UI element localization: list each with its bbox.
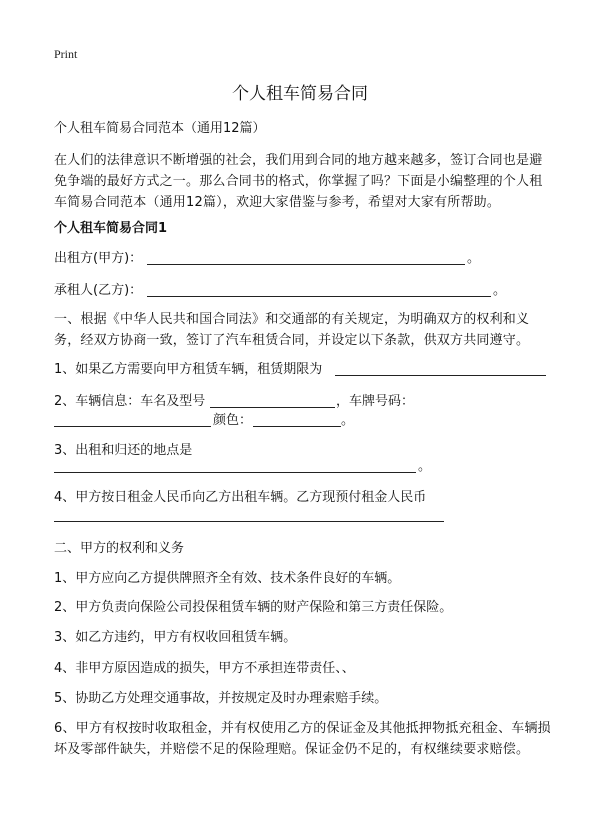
lessor-period: 。 <box>467 251 481 266</box>
item-4: 4、甲方按日租金人民币向乙方出租车辆。乙方现预付租金人民币 <box>54 490 427 505</box>
item-1: 1、如果乙方需要向甲方租赁车辆，租赁期限为 <box>54 362 323 377</box>
section-heading: 个人租车简易合同1 <box>54 221 168 236</box>
item-3: 3、出租和归还的地点是 <box>54 443 193 458</box>
item-2-model-blank <box>210 407 335 408</box>
right-6: 6、甲方有权按时收取租金，并有权使用乙方的保证金及其他抵押物抵充租金、车辆损坏及零部件缺失，并赔偿不足的保险理赔。保证金仍不足的，有权继续要求赔偿。 <box>54 721 551 757</box>
item-2-color-blank <box>253 426 341 427</box>
item-2-plate-label: ，车牌号码： <box>336 394 415 409</box>
lessee-label: 承租人(乙方)： <box>54 283 143 298</box>
right-5: 5、协助乙方处理交通事故，并按规定及时办理索赔手续。 <box>54 691 388 706</box>
clause-one: 一、根据《中华人民共和国合同法》和交通部的有关规定，为明确双方的权利和义务，经双方协商一致，签订了汽车租赁合同，并设定以下条款，供双方共同遵守。 <box>54 312 530 348</box>
lessee-period: 。 <box>493 283 507 298</box>
right-3: 3、如乙方违约，甲方有权收回租赁车辆。 <box>54 630 297 645</box>
right-4: 4、非甲方原因造成的损失，甲方不承担连带责任、、 <box>54 661 355 676</box>
item-3-blank <box>54 472 416 473</box>
intro-paragraph: 在人们的法律意识不断增强的社会，我们用到合同的地方越来越多，签订合同也是避免争端的最好方式之一。那么合同书的格式，你掌握了吗？下面是小编整理的个人租车简易合同范本（通用12篇），欢迎大家借鉴与参考，希望对大家有所帮助。 <box>54 153 543 210</box>
document-title: 个人租车简易合同 <box>232 84 368 104</box>
document-subtitle: 个人租车简易合同范本（通用12篇） <box>54 121 266 136</box>
lessor-blank <box>147 264 465 265</box>
item-2-color-label: 颜色： <box>213 413 253 428</box>
item-4-blank <box>54 521 444 522</box>
item-2-period: 。 <box>341 413 355 428</box>
lessor-label: 出租方(甲方)： <box>54 251 143 266</box>
print-link[interactable]: Print <box>54 47 78 61</box>
right-2: 2、甲方负责向保险公司投保租赁车辆的财产保险和第三方责任保险。 <box>54 600 453 615</box>
right-1: 1、甲方应向乙方提供牌照齐全有效、技术条件良好的车辆。 <box>54 571 401 586</box>
rights-heading: 二、甲方的权利和义务 <box>54 541 185 556</box>
item-3-period: 。 <box>418 459 432 474</box>
lessee-blank <box>147 296 491 297</box>
item-1-blank <box>335 375 546 376</box>
item-2-plate-blank <box>54 426 211 427</box>
item-2-model-label: 2、车辆信息：车名及型号 <box>54 394 206 409</box>
